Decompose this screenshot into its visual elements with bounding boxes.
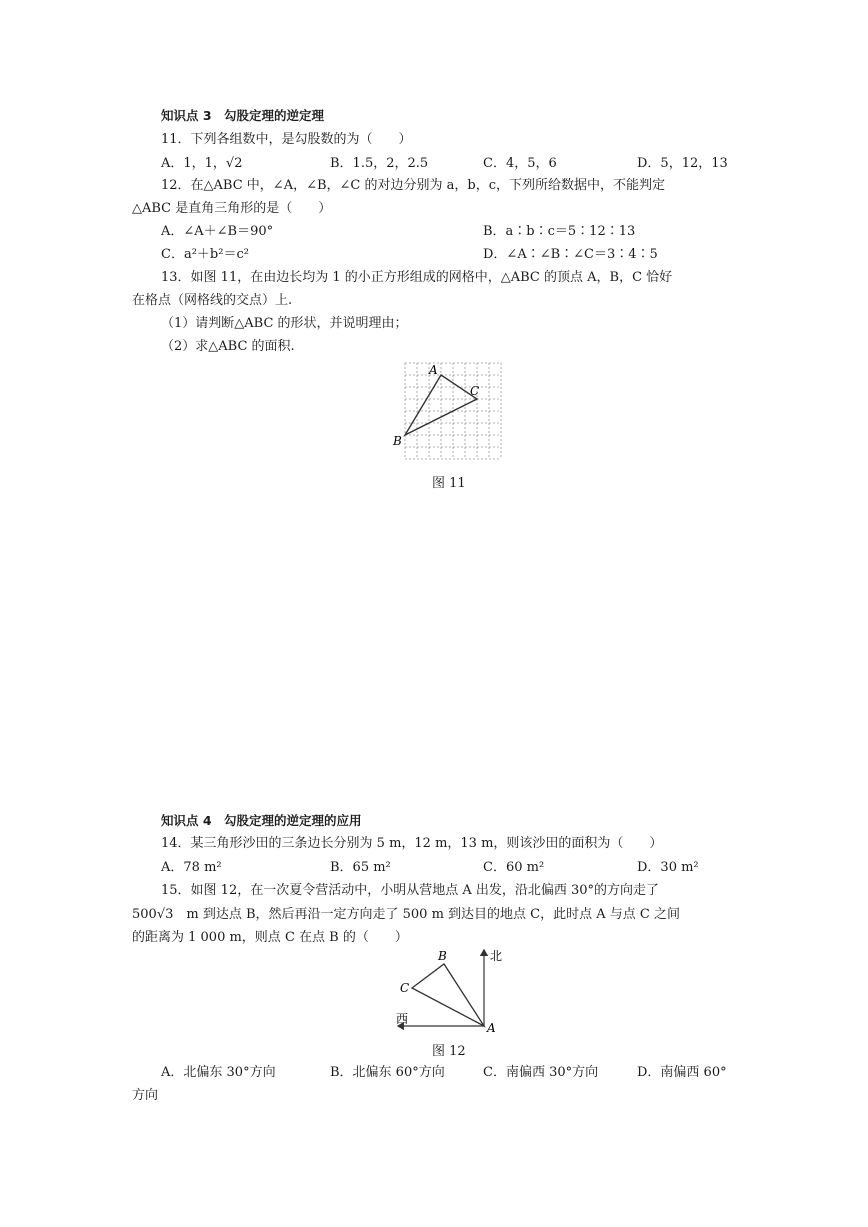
q13-stem-line1: 13．如图 11，在由边长均为 1 的小正方形组成的网格中，△ABC 的顶点 A，B，C 恰好 xyxy=(161,270,673,285)
point-label-c: C xyxy=(400,981,410,995)
figure-12-direction-diagram xyxy=(390,944,515,1036)
q15-option-a: A．北偏东 30°方向 xyxy=(161,1065,276,1080)
q11-option-b: B．1.5，2，2.5 xyxy=(330,156,429,171)
q15-stem-line3: 的距离为 1 000 m，则点 C 在点 B 的（ ） xyxy=(132,930,408,945)
figure-11-grid-triangle xyxy=(390,358,510,468)
triangle-abc xyxy=(412,964,484,1026)
point-label-b: B xyxy=(438,949,447,963)
q12-stem-line2: △ABC 是直角三角形的是（ ） xyxy=(132,201,332,216)
figure-11-caption: 图 11 xyxy=(432,476,466,491)
q15-stem-line1: 15．如图 12，在一次夏令营活动中，小明从营地点 A 出发，沿北偏西 30°的方向走了 xyxy=(161,883,660,898)
vertex-label-a: A xyxy=(429,363,438,377)
direction-label-north: 北 xyxy=(490,949,503,963)
figure-12-caption: 图 12 xyxy=(432,1044,466,1059)
vertex-label-c: C xyxy=(470,384,480,398)
q15-option-d-continued: 方向 xyxy=(132,1088,159,1103)
q14-option-c: C．60 m² xyxy=(483,860,545,875)
q11-stem: 11．下列各组数中，是勾股数的为（ ） xyxy=(161,132,412,147)
q15-option-c: C．南偏西 30°方向 xyxy=(483,1065,599,1080)
point-label-a: A xyxy=(487,1021,496,1035)
q12-option-a: A．∠A＋∠B＝90° xyxy=(161,224,274,239)
q13-part2: （2）求△ABC 的面积. xyxy=(161,339,295,354)
section-heading-3: 知识点 3 勾股定理的逆定理 xyxy=(161,108,325,123)
q14-stem: 14．某三角形沙田的三条边长分别为 5 m，12 m，13 m，则该沙田的面积为（ ） xyxy=(161,836,663,851)
q14-option-b: B．65 m² xyxy=(330,860,391,875)
direction-label-west: 西 xyxy=(396,1012,409,1026)
q15-option-d: D．南偏西 60° xyxy=(637,1065,727,1080)
q12-option-b: B．a∶b∶c＝5∶12∶13 xyxy=(483,224,636,239)
q12-stem-line1: 12．在△ABC 中，∠A，∠B，∠C 的对边分别为 a，b，c，下列所给数据中，不能判定 xyxy=(161,178,665,193)
q11-option-a: A．1，1，√2 xyxy=(161,156,243,171)
q13-stem-line2: 在格点（网格线的交点）上. xyxy=(132,293,293,308)
q15-stem-line2: 500√3 m 到达点 B，然后再沿一定方向走了 500 m 到达目的地点 C，此时点 A 与点 C 之间 xyxy=(132,907,680,922)
q15-option-b: B．北偏东 60°方向 xyxy=(330,1065,445,1080)
q12-option-d: D．∠A∶∠B∶∠C＝3∶4∶5 xyxy=(483,247,658,262)
q11-option-d: D．5，12，13 xyxy=(637,156,728,171)
q11-option-c: C．4，5，6 xyxy=(483,156,557,171)
q13-part1: （1）请判断△ABC 的形状，并说明理由； xyxy=(161,316,408,331)
q14-option-d: D．30 m² xyxy=(637,860,699,875)
q14-option-a: A．78 m² xyxy=(161,860,222,875)
q12-option-c: C．a²＋b²＝c² xyxy=(161,247,249,262)
vertex-label-b: B xyxy=(393,434,402,448)
section-heading-4: 知识点 4 勾股定理的逆定理的应用 xyxy=(161,813,362,828)
